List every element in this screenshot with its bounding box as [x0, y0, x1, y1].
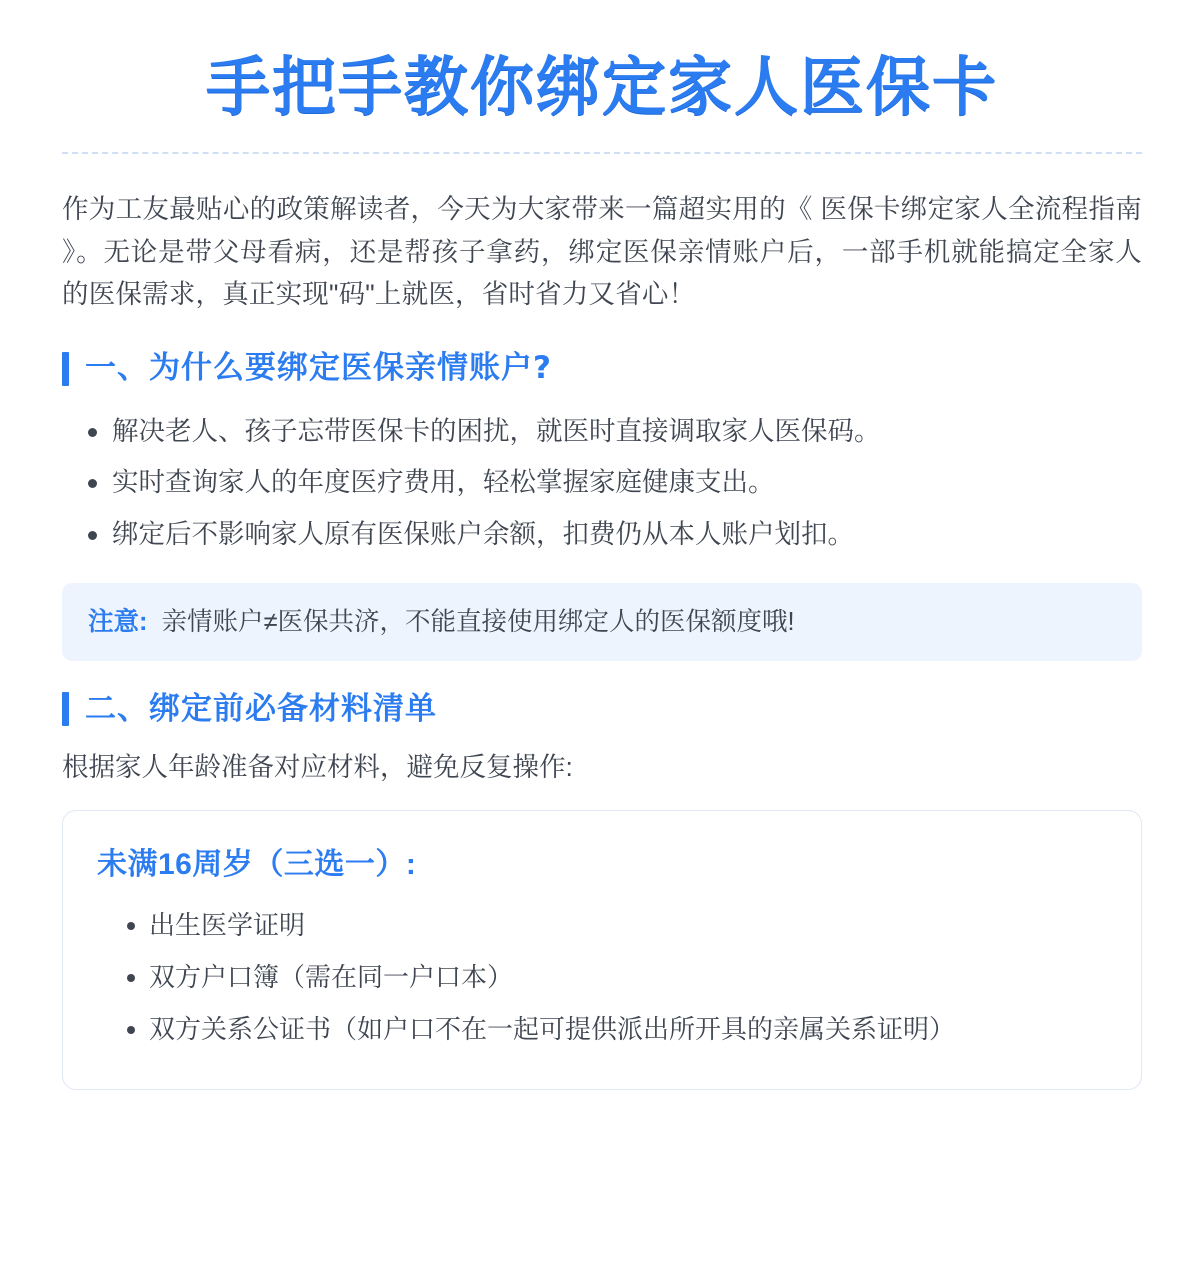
list-item: 双方户口簿（需在同一户口本）	[119, 951, 1107, 1003]
title-block	[62, 46, 1142, 154]
materials-card-title: 未满16周岁（三选一）:	[97, 848, 417, 882]
section-title-2: 二、绑定前必备材料清单	[85, 690, 437, 727]
section-title-1: 一、为什么要绑定医保亲情账户?	[85, 350, 552, 387]
notice-label: 注意:	[88, 607, 148, 636]
materials-lead-text: 根据家人年龄准备对应材料，避免反复操作:	[62, 752, 573, 782]
benefits-list	[62, 406, 1142, 561]
list-item: 双方关系公证书（如户口不在一起可提供派出所开具的亲属关系证明）	[119, 1003, 1107, 1055]
materials-card	[62, 810, 1142, 1090]
section-heading-1	[62, 350, 1142, 387]
materials-list	[97, 899, 1107, 1055]
notice-text: 亲情账户≠医保共济，不能直接使用绑定人的医保额度哦!	[161, 607, 795, 636]
list-item: 实时查询家人的年度医疗费用，轻松掌握家庭健康支出。	[80, 457, 1142, 509]
list-item: 出生医学证明	[119, 899, 1107, 951]
list-item: 绑定后不影响家人原有医保账户余额，扣费仍从本人账户划扣。	[80, 509, 1142, 561]
section-accent-bar-icon	[62, 352, 69, 386]
page-title: 手把手教你绑定家人医保卡	[206, 51, 998, 125]
section-accent-bar-icon	[62, 692, 69, 726]
notice-box	[62, 583, 1142, 661]
intro-paragraph: 作为工友最贴心的政策解读者，今天为大家带来一篇超实用的《 医保卡绑定家人全流程指南 》。无论是带父母看病，还是帮孩子拿药，绑定医保亲情账户后，一部手机就能搞定全家人的医保需求，真正实现"码"上就医，省时省力又省心！	[62, 193, 1142, 310]
section-heading-2	[62, 691, 1142, 728]
list-item: 解决老人、孩子忘带医保卡的困扰，就医时直接调取家人医保码。	[80, 406, 1142, 458]
